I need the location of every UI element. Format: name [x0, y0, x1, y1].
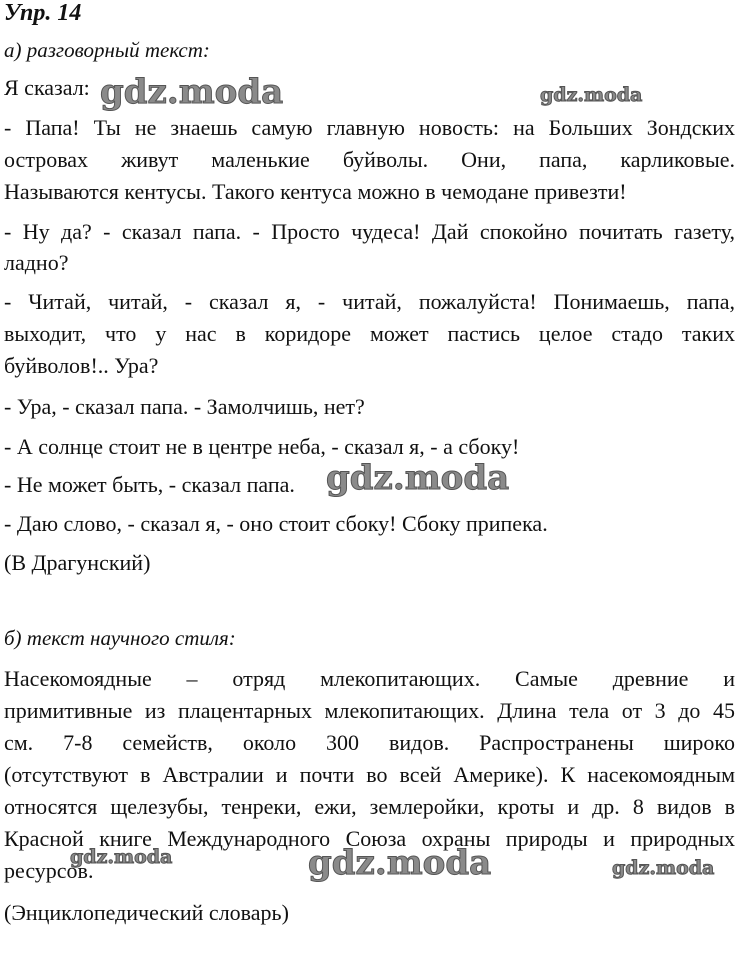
text-line: относятся щелезубы, тенреки, ежи, землеройки, кроты и др. 8 видов в — [4, 794, 735, 819]
text-line: - А солнце стоит не в центре неба, - сказал я, - а сбоку! — [4, 434, 520, 459]
text-line: - Читай, читай, - сказал я, - читай, пожалуйста! Понимаешь, папа, — [4, 289, 735, 314]
text-line: Насекомоядные – отряд млекопитающих. Самые древние и — [4, 666, 735, 691]
text-line: примитивные из плацентарных млекопитающих. Длина тела от 3 до 45 — [4, 698, 735, 723]
text-line: островах живут маленькие буйволы. Они, папа, карликовые. — [4, 147, 735, 172]
text-line: - Папа! Ты не знаешь самую главную новость: на Больших Зондских — [4, 115, 735, 140]
text-line: Называются кентусы. Такого кентуса можно в чемодане привезти! — [4, 179, 627, 204]
section-b-heading: б) текст научного стиля: — [4, 626, 236, 650]
text-line: Красной книге Международного Союза охраны природы и природных — [4, 826, 735, 851]
text-line: - Даю слово, - сказал я, - оно стоит сбоку! Сбоку припека. — [4, 511, 548, 536]
watermark: gdz.moda — [326, 458, 510, 498]
text-line: Я сказал: — [4, 75, 90, 100]
source-citation: (В Драгунский) — [4, 550, 151, 575]
watermark: gdz.moda — [612, 857, 715, 879]
source-citation: (Энциклопедический словарь) — [4, 900, 289, 925]
watermark: gdz.moda — [70, 846, 173, 868]
text-line: - Ура, - сказал папа. - Замолчишь, нет? — [4, 394, 365, 419]
text-line: - Ну да? - сказал папа. - Просто чудеса! Дай спокойно почитать газету, — [4, 219, 735, 244]
text-line: (отсутствуют в Австралии и почти во всей Америке). К насекомоядным — [4, 762, 735, 787]
watermark: gdz.moda — [100, 72, 284, 112]
exercise-title: Упр. 14 — [4, 0, 82, 26]
text-line: см. 7-8 семейств, около 300 видов. Распространены широко — [4, 730, 735, 755]
section-a-heading: а) разговорный текст: — [4, 38, 210, 62]
text-line: буйволов!.. Ура? — [4, 353, 159, 378]
text-line: ресурсов. — [4, 858, 94, 883]
text-line: - Не может быть, - сказал папа. — [4, 472, 295, 497]
text-line: выходит, что у нас в коридоре может пастись целое стадо таких — [4, 321, 735, 346]
watermark: gdz.moda — [308, 843, 492, 883]
text-line: ладно? — [4, 250, 69, 275]
watermark: gdz.moda — [540, 84, 643, 106]
